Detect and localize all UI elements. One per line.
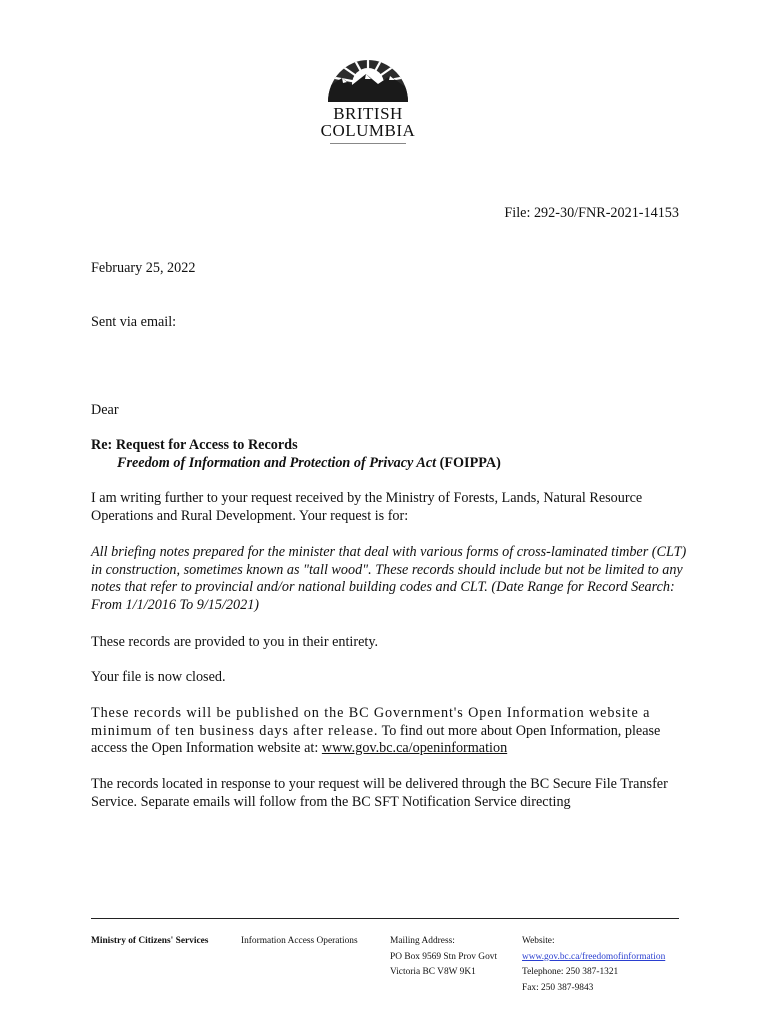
act-name: Freedom of Information and Protection of Privacy Act xyxy=(117,455,437,471)
request-text: All briefing notes prepared for the minister that deal with various forms of cross-laminated timber (CLT) in construction, sometimes known as "tall wood". These records should include but not be limited to any notes that refer to provincial and/or national building codes and CLT. (Date Range for Record Search: From 1/1/2016 To 9/15/2021) xyxy=(91,544,687,613)
publication-paragraph xyxy=(91,705,691,758)
website-link[interactable]: www.gov.bc.ca/freedomofinformation xyxy=(522,951,666,962)
file-reference: File: 292-30/FNR-2021-14153 xyxy=(504,205,679,221)
mailing-address-line1: PO Box 9569 Stn Prov Govt xyxy=(390,951,498,962)
mailing-address-line2: Victoria BC V8W 9K1 xyxy=(390,967,476,977)
open-information-link[interactable]: www.gov.bc.ca/openinformation xyxy=(321,740,508,756)
act-name-line xyxy=(117,455,501,473)
fax: Fax: 250 387-9843 xyxy=(522,982,594,993)
intro-paragraph: I am writing further to your request received by the Ministry of Forests, Lands, Natural Resource Operations and Rural Development. Your request is for: xyxy=(91,490,643,524)
telephone: Telephone: 250 387-1321 xyxy=(522,967,619,977)
footer-operations: Information Access Operations xyxy=(241,936,358,946)
mailing-address-label: Mailing Address: xyxy=(390,936,455,946)
publication-instructions: To find out more about Open Information, please access the Open Information website at: xyxy=(91,722,661,756)
act-abbreviation: (FOIPPA) xyxy=(436,455,501,471)
salutation: Dear xyxy=(91,402,119,418)
entirety-paragraph: These records are provided to you in their entirety. xyxy=(91,634,379,650)
bc-sun-mountains-icon xyxy=(312,44,424,104)
sft-paragraph: The records located in response to your request will be delivered through the BC Secure File Transfer Service. Separate emails will follow from the BC SFT Notification Service directing xyxy=(91,776,668,810)
website-label: Website: xyxy=(522,936,555,946)
footer-website xyxy=(522,934,665,996)
sent-via-email: Sent via email: xyxy=(91,314,177,330)
logo-divider xyxy=(330,143,406,144)
footer-mailing-address xyxy=(390,934,497,981)
bc-government-logo xyxy=(312,44,424,148)
footer-divider xyxy=(91,918,679,919)
logo-text-british: BRITISH xyxy=(333,104,403,123)
letter-date: February 25, 2022 xyxy=(91,260,196,276)
logo-text-columbia: COLUMBIA xyxy=(320,121,416,140)
footer-ministry: Ministry of Citizens' Services xyxy=(91,936,209,946)
publication-notice: These records will be published on the BC Government's Open Information website a minimum of ten business days after release. xyxy=(91,705,651,739)
file-closed-paragraph: Your file is now closed. xyxy=(91,669,226,685)
subject-line: Re: Request for Access to Records xyxy=(91,437,298,453)
